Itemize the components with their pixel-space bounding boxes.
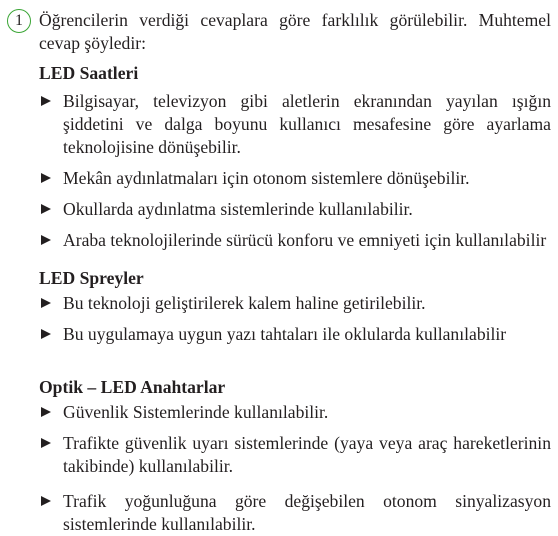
question-number: 1 — [15, 12, 23, 29]
list-item-text: Güvenlik Sistemlerinde kullanılabilir. — [63, 402, 329, 422]
list-item — [39, 432, 551, 478]
section-heading-led-saatleri: LED Saatleri — [39, 63, 139, 83]
list-item — [39, 490, 551, 536]
bullet-triangle-icon — [41, 173, 51, 183]
list-item — [39, 198, 551, 221]
list-item-text: Bu uygulamaya uygun yazı tahtaları ile oklularda kullanılabilir — [63, 324, 507, 344]
intro-text: Öğrencilerin verdiği cevaplara göre farklılık görülebilir. Muhtemel cevap şöyledir: — [39, 10, 551, 53]
list-item-text: Bilgisayar, televizyon gibi aletlerin ekranından yayılan ışığın şiddetini ve dalga boyunu kullanıcı mesafesine göre ayarlama teknolojisine dönüşebilir. — [63, 91, 551, 157]
section-heading-led-spreyler: LED Spreyler — [39, 268, 144, 288]
list-item-text: Okullarda aydınlatma sistemlerinde kullanılabilir. — [63, 199, 413, 219]
list-item-text: Mekân aydınlatmaları için otonom sistemlere dönüşebilir. — [63, 168, 470, 188]
bullet-triangle-icon — [41, 496, 51, 506]
list-item — [39, 323, 551, 346]
bullet-triangle-icon — [41, 407, 51, 417]
list-item-text: Trafik yoğunluğuna göre değişebilen otonom sinyalizasyon sistemlerinde kullanılabilir. — [63, 491, 551, 534]
section-list-optik-led-anahtarlar — [39, 401, 551, 536]
list-item-text: Araba teknolojilerinde sürücü konforu ve emniyeti için kullanılabilir — [63, 230, 547, 250]
bullet-triangle-icon — [41, 438, 51, 448]
list-item — [39, 229, 551, 252]
question-number-badge — [7, 9, 31, 33]
bullet-triangle-icon — [41, 329, 51, 339]
list-item — [39, 90, 551, 159]
section-list-led-saatleri — [39, 90, 551, 252]
bullet-triangle-icon — [41, 235, 51, 245]
section-list-led-spreyler — [39, 292, 551, 346]
list-item-text: Bu teknoloji geliştirilerek kalem haline getirilebilir. — [63, 293, 426, 313]
bullet-triangle-icon — [41, 96, 51, 106]
list-item — [39, 401, 551, 424]
section-heading-optik-led-anahtarlar: Optik – LED Anahtarlar — [39, 377, 226, 397]
bullet-triangle-icon — [41, 298, 51, 308]
bullet-triangle-icon — [41, 204, 51, 214]
list-item — [39, 167, 551, 190]
list-item-text: Trafikte güvenlik uyarı sistemlerinde (yaya veya araç hareketlerinin takibinde) kullanılabilir. — [63, 433, 551, 476]
list-item — [39, 292, 551, 315]
